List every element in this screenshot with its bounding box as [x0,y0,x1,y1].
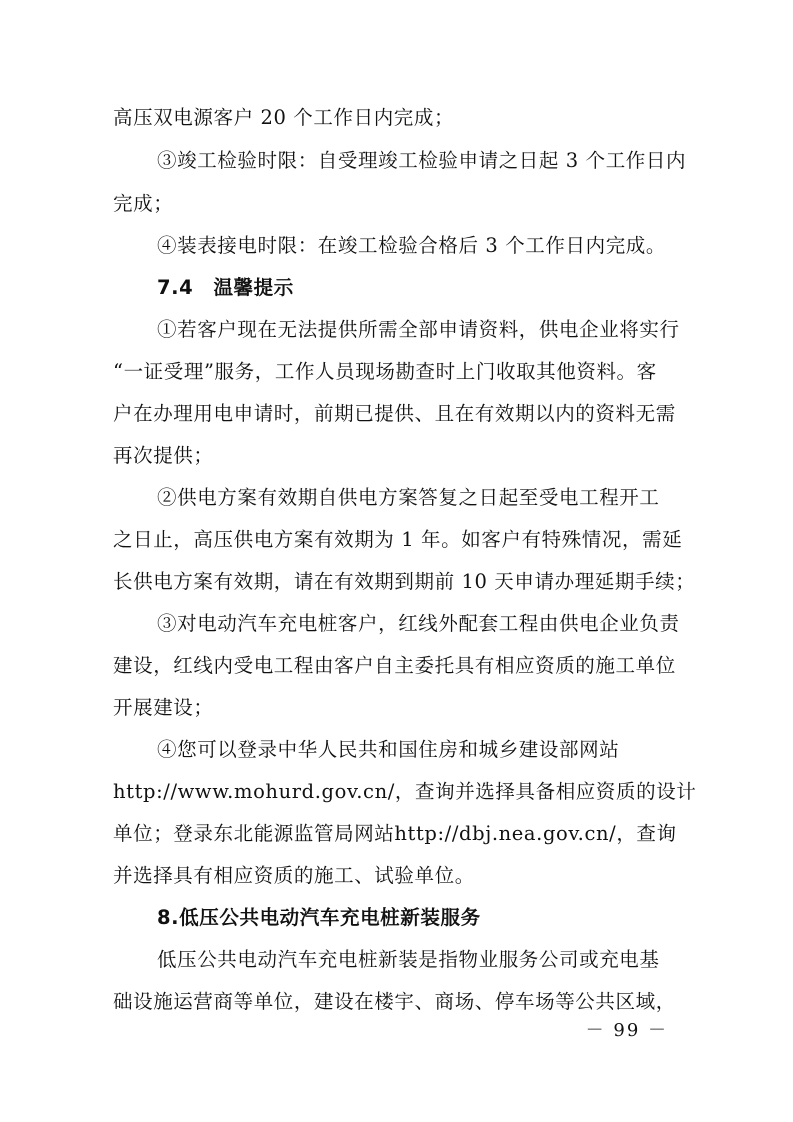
text-line: 础设施运营商等单位，建设在楼宇、商场、停车场等公共区域， [113,990,676,1013]
text-line: ①若客户现在无法提供所需全部申请资料，供电企业将实行 [157,318,680,341]
text-line: 开展建设； [113,696,214,719]
text-line: “一证受理”服务，工作人员现场勘查时上门收取其他资料。客 [113,360,657,383]
text-line: 建设，红线内受电工程由客户自主委托具有相应资质的施工单位 [113,654,676,677]
text-line: 再次提供； [113,444,214,467]
text-line: ③竣工检验时限：自受理竣工检验申请之日起 3 个工作日内 [157,149,687,172]
text-line: 户在办理用电申请时，前期已提供、且在有效期以内的资料无需 [113,402,676,425]
section-heading: 7.4 温馨提示 [157,276,294,299]
text-line: 并选择具有相应资质的施工、试验单位。 [113,864,475,887]
text-line: ③对电动汽车充电桩客户，红线外配套工程由供电企业负责 [157,612,680,635]
text-line: 之日止，高压供电方案有效期为 1 年。如客户有特殊情况，需延 [113,528,683,551]
text-line: 单位；登录东北能源监管局网站http://dbj.nea.gov.cn/，查询 [113,822,677,845]
text-line: ④您可以登录中华人民共和国住房和城乡建设部网站 [157,738,620,761]
text-line: 长供电方案有效期，请在有效期到期前 10 天申请办理延期手续； [113,570,696,593]
text-line: 完成； [113,192,174,215]
text-line: ④装表接电时限：在竣工检验合格后 3 个工作日内完成。 [157,234,667,257]
text-line: http://www.mohurd.gov.cn/，查询并选择具备相应资质的设计 [113,780,697,803]
text-line: ②供电方案有效期自供电方案答复之日起至受电工程开工 [157,486,660,509]
text-line: 低压公共电动汽车充电桩新装是指物业服务公司或充电基 [157,948,660,971]
section-heading: 8.低压公共电动汽车充电桩新装服务 [157,906,481,929]
page-number: － 99 － [585,1020,668,1041]
text-line: 高压双电源客户 20 个工作日内完成； [113,106,455,129]
